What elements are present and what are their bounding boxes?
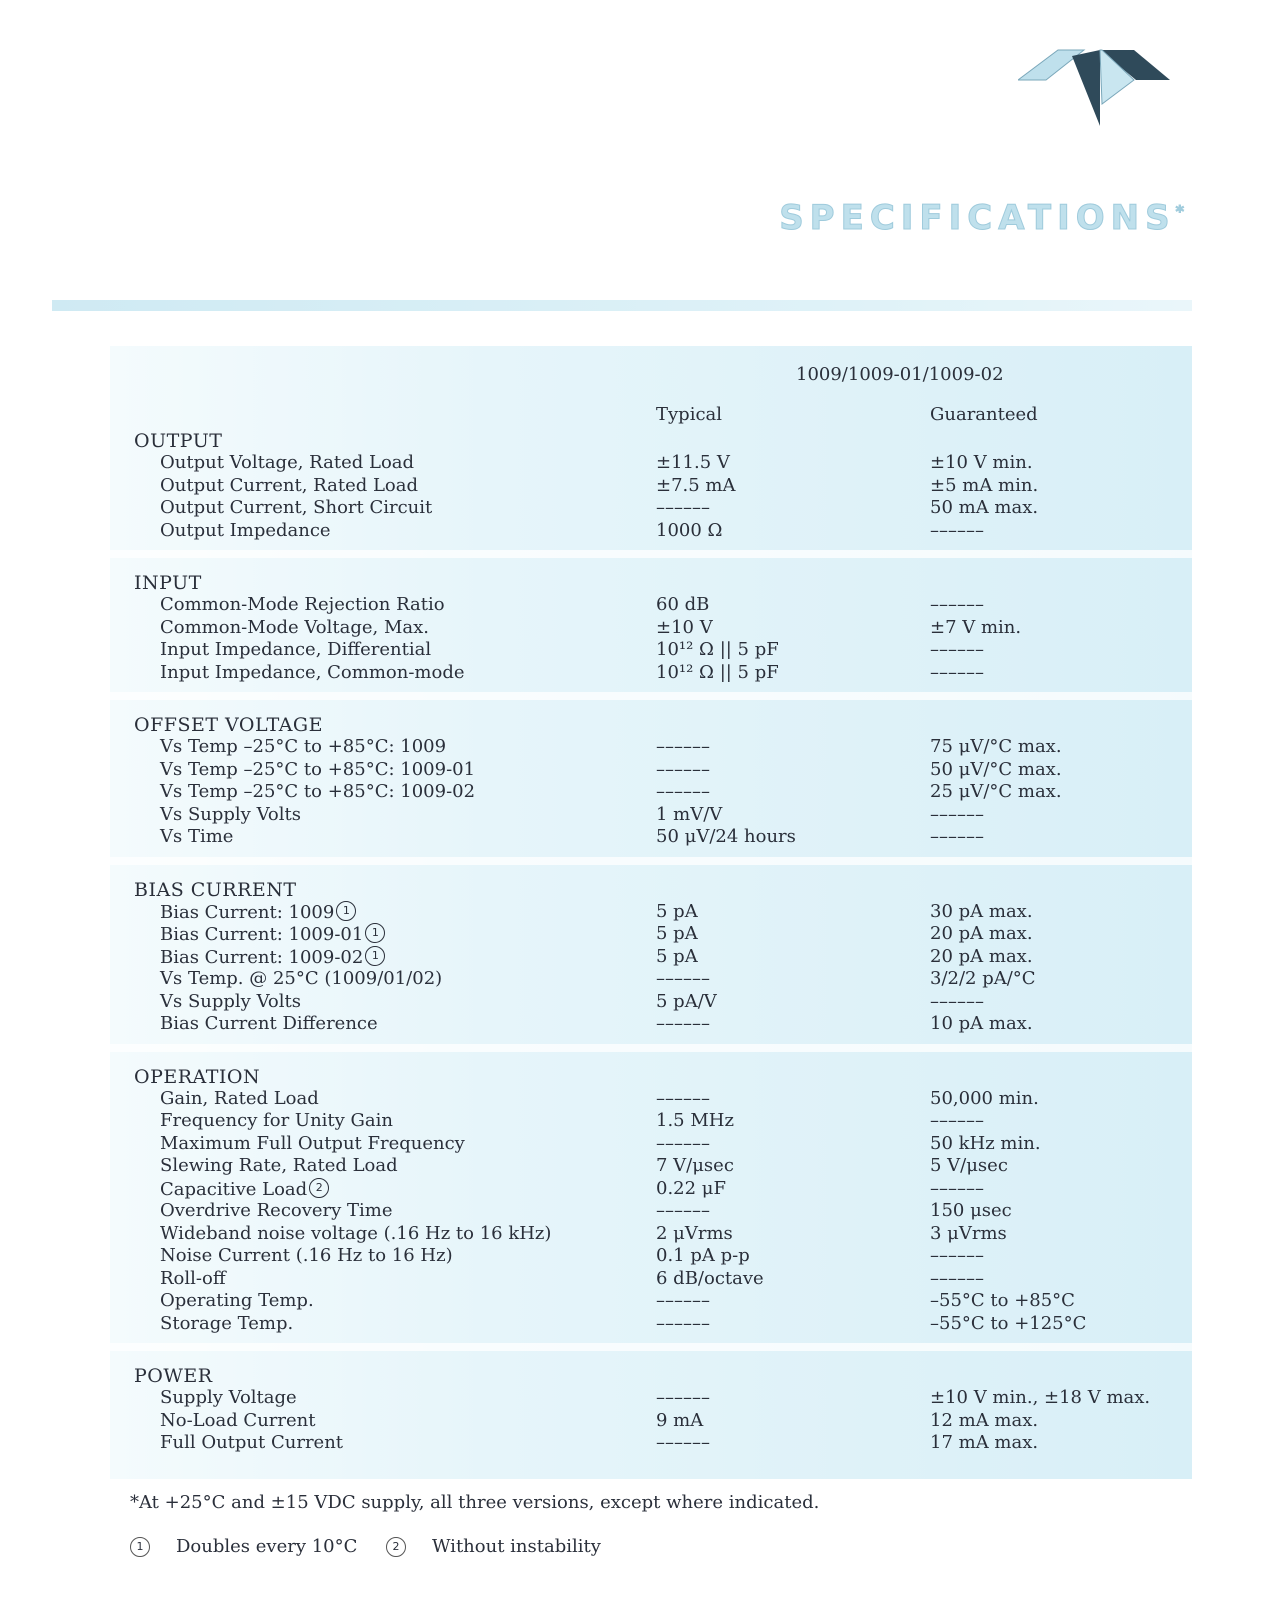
param-label: Vs Temp –25°C to +85°C: 1009-01: [160, 758, 476, 780]
param-cell: [160, 1133, 465, 1154]
param-label: Output Impedance: [160, 519, 331, 541]
param-label: Vs Supply Volts: [160, 990, 301, 1012]
param-label: Output Voltage, Rated Load: [160, 452, 415, 473]
param-cell: [160, 520, 331, 541]
guaranteed-cell: –55°C to +125°C: [930, 1312, 1087, 1334]
table-row: [110, 1088, 1192, 1111]
param-cell: [160, 1410, 316, 1431]
table-row: [110, 617, 1192, 640]
guaranteed-cell: 17 mA max.: [930, 1432, 1039, 1453]
param-label: Gain, Rated Load: [160, 1087, 319, 1109]
table-row: [110, 1387, 1192, 1410]
typical-cell: 60 dB: [656, 594, 710, 615]
typical-cell: 6 dB/octave: [656, 1267, 764, 1289]
param-cell: [160, 1223, 551, 1244]
guaranteed-cell: ––––––: [930, 661, 984, 683]
table-row: [110, 1223, 1192, 1246]
guaranteed-cell: 25 μV/°C max.: [930, 781, 1062, 802]
param-label: Input Impedance, Common-mode: [160, 661, 465, 683]
param-label: Slewing Rate, Rated Load: [160, 1155, 398, 1176]
typical-cell: 1000 Ω: [656, 519, 723, 541]
note-number: 1: [130, 1537, 150, 1557]
guaranteed-cell: 50 kHz min.: [930, 1132, 1041, 1154]
param-label: Operating Temp.: [160, 1290, 314, 1311]
param-label: Bias Current Difference: [160, 1013, 378, 1034]
param-cell: [160, 662, 465, 683]
typical-cell: ––––––: [656, 1432, 710, 1453]
typical-cell: ––––––: [656, 1200, 710, 1221]
guaranteed-cell: ––––––: [930, 803, 984, 825]
table-row: [110, 1290, 1192, 1313]
param-label: Common-Mode Rejection Ratio: [160, 594, 445, 615]
typical-cell: 10¹² Ω || 5 pF: [656, 661, 779, 683]
param-cell: [160, 736, 446, 757]
section-divider: [110, 1343, 1192, 1351]
guaranteed-cell: 50 mA max.: [930, 497, 1039, 518]
param-cell: [160, 901, 356, 923]
param-cell: [160, 1013, 378, 1034]
guaranteed-cell: ––––––: [930, 1177, 984, 1199]
param-label: Bias Current: 1009-01: [160, 924, 364, 945]
section-divider: [110, 1044, 1192, 1052]
table-row: [110, 639, 1192, 662]
param-label: Maximum Full Output Frequency: [160, 1132, 465, 1154]
guaranteed-cell: 20 pA max.: [930, 923, 1033, 944]
guaranteed-cell: 10 pA max.: [930, 1013, 1033, 1034]
param-label: Storage Temp.: [160, 1312, 294, 1334]
typical-cell: ––––––: [656, 1290, 710, 1311]
model-header: 1009/1009-01/1009-02: [796, 364, 1004, 385]
param-label: Bias Current: 1009-02: [160, 946, 364, 968]
param-label: Noise Current (.16 Hz to 16 Hz): [160, 1245, 453, 1266]
guaranteed-cell: 12 mA max.: [930, 1409, 1039, 1431]
param-label: Wideband noise voltage (.16 Hz to 16 kHz): [160, 1222, 552, 1244]
param-cell: [160, 923, 385, 945]
guaranteed-cell: –55°C to +85°C: [930, 1290, 1075, 1311]
table-row: [110, 991, 1192, 1014]
param-label: Supply Voltage: [160, 1387, 297, 1408]
param-label: Input Impedance, Differential: [160, 639, 432, 660]
param-label: Frequency for Unity Gain: [160, 1110, 394, 1131]
guaranteed-cell: ––––––: [930, 1267, 984, 1289]
spec-table: [110, 346, 1192, 1479]
param-label: Capacitive Load: [160, 1178, 308, 1200]
param-cell: [160, 1268, 226, 1289]
table-row: [110, 520, 1192, 543]
param-label: Vs Temp –25°C to +85°C: 1009: [160, 736, 447, 757]
typical-cell: 0.22 μF: [656, 1177, 726, 1199]
param-label: Roll-off: [160, 1267, 226, 1289]
guaranteed-header: Guaranteed: [930, 404, 1038, 425]
param-cell: [160, 617, 429, 638]
section-divider: [110, 550, 1192, 558]
param-label: Output Current, Short Circuit: [160, 497, 433, 518]
table-row: [110, 736, 1192, 759]
note-number: 2: [386, 1537, 406, 1557]
typical-cell: 5 pA: [656, 945, 698, 967]
param-cell: [160, 1110, 393, 1131]
param-cell: [160, 1155, 398, 1176]
guaranteed-cell: ––––––: [930, 519, 984, 541]
typical-cell: ––––––: [656, 968, 710, 989]
param-cell: [160, 1290, 314, 1311]
table-row: [110, 1432, 1192, 1455]
table-row: [110, 1200, 1192, 1223]
table-row: [110, 497, 1192, 520]
param-cell: [160, 804, 301, 825]
param-cell: [160, 991, 301, 1012]
typical-cell: ––––––: [656, 736, 710, 757]
param-cell: [160, 1088, 319, 1109]
table-row: [110, 1313, 1192, 1336]
guaranteed-cell: ±10 V min.: [930, 452, 1033, 473]
section-title: POWER: [134, 1365, 213, 1387]
param-cell: [160, 497, 432, 518]
typical-cell: ––––––: [656, 781, 710, 802]
param-cell: [160, 968, 442, 989]
typical-cell: 50 μV/24 hours: [656, 826, 796, 847]
table-row: [110, 1178, 1192, 1201]
param-cell: [160, 1387, 297, 1408]
table-row: [110, 1110, 1192, 1133]
table-row: [110, 781, 1192, 804]
typical-cell: 5 pA: [656, 900, 698, 922]
section-title: OPERATION: [134, 1065, 261, 1088]
notes-legend: [130, 1536, 830, 1562]
typical-cell: 1 mV/V: [656, 803, 723, 825]
section-divider: [110, 857, 1192, 865]
title-asterisk: *: [1175, 201, 1184, 221]
typical-cell: 1.5 MHz: [656, 1110, 734, 1131]
note-text: Without instability: [432, 1536, 601, 1557]
table-row: [110, 804, 1192, 827]
param-cell: [160, 639, 431, 660]
guaranteed-cell: 75 μV/°C max.: [930, 736, 1062, 757]
section-title: BIAS CURRENT: [134, 878, 297, 901]
table-row: [110, 1410, 1192, 1433]
table-row: [110, 759, 1192, 782]
section-divider: [110, 692, 1192, 700]
param-label: Overdrive Recovery Time: [160, 1200, 393, 1221]
param-cell: [160, 1200, 393, 1221]
guaranteed-cell: 50 μV/°C max.: [930, 758, 1062, 780]
typical-cell: ––––––: [656, 1087, 710, 1109]
param-cell: [160, 1432, 343, 1453]
table-row: [110, 968, 1192, 991]
guaranteed-cell: 150 μsec: [930, 1200, 1012, 1221]
table-row: [110, 1268, 1192, 1291]
param-cell: [160, 1245, 453, 1266]
guaranteed-cell: 30 pA max.: [930, 900, 1033, 922]
param-cell: [160, 946, 385, 968]
section-title: OFFSET VOLTAGE: [134, 714, 323, 736]
table-row: [110, 475, 1192, 498]
table-row: [110, 1013, 1192, 1036]
section-title: OUTPUT: [134, 430, 223, 452]
guaranteed-cell: ––––––: [930, 990, 984, 1012]
typical-cell: ––––––: [656, 1312, 710, 1334]
typical-cell: ––––––: [656, 1132, 710, 1154]
param-label: Common-Mode Voltage, Max.: [160, 616, 429, 638]
param-cell: [160, 781, 475, 802]
guaranteed-cell: ±10 V min., ±18 V max.: [930, 1387, 1151, 1408]
table-row: [110, 946, 1192, 969]
header-rule: [52, 300, 1192, 311]
table-row: [110, 923, 1192, 946]
param-label: Vs Temp –25°C to +85°C: 1009-02: [160, 781, 476, 802]
table-row: [110, 1133, 1192, 1156]
table-row: [110, 452, 1192, 475]
note-item: [130, 1536, 357, 1557]
param-cell: [160, 826, 233, 847]
guaranteed-cell: ––––––: [930, 639, 984, 660]
typical-cell: ±7.5 mA: [656, 474, 736, 496]
note-text: Doubles every 10°C: [176, 1536, 358, 1557]
typical-cell: 0.1 pA p-p: [656, 1245, 750, 1266]
typical-header: Typical: [656, 404, 723, 425]
guaranteed-cell: ±5 mA min.: [930, 474, 1039, 496]
typical-cell: 5 pA/V: [656, 990, 717, 1012]
typical-cell: ±10 V: [656, 616, 713, 638]
table-row: [110, 662, 1192, 685]
typical-cell: ±11.5 V: [656, 452, 730, 473]
param-cell: [160, 1313, 293, 1334]
note-marker: 1: [365, 946, 385, 966]
param-label: Vs Temp. @ 25°C (1009/01/02): [160, 968, 443, 989]
typical-cell: ––––––: [656, 1013, 710, 1034]
table-row: [110, 901, 1192, 924]
note-marker: 1: [336, 901, 356, 921]
table-row: [110, 1155, 1192, 1178]
typical-cell: 2 μVrms: [656, 1222, 733, 1244]
guaranteed-cell: 3 μVrms: [930, 1222, 1007, 1244]
param-label: Full Output Current: [160, 1432, 344, 1453]
guaranteed-cell: ––––––: [930, 826, 984, 847]
typical-cell: 5 pA: [656, 923, 698, 944]
guaranteed-cell: 5 V/μsec: [930, 1155, 1008, 1176]
note-marker: 1: [365, 923, 385, 943]
param-cell: [160, 1178, 329, 1200]
typical-cell: 10¹² Ω || 5 pF: [656, 639, 779, 660]
param-label: Vs Time: [160, 826, 234, 847]
guaranteed-cell: ––––––: [930, 1110, 984, 1131]
param-cell: [160, 759, 475, 780]
typical-cell: ––––––: [656, 758, 710, 780]
param-label: Vs Supply Volts: [160, 803, 301, 825]
param-label: Bias Current: 1009: [160, 901, 335, 923]
table-row: [110, 594, 1192, 617]
teledyne-logo-icon: [1018, 48, 1188, 132]
footnote: *At +25°C and ±15 VDC supply, all three versions, except where indicated.: [130, 1492, 820, 1513]
guaranteed-cell: ±7 V min.: [930, 616, 1022, 638]
param-cell: [160, 475, 418, 496]
typical-cell: ––––––: [656, 1387, 710, 1408]
param-cell: [160, 452, 414, 473]
param-cell: [160, 594, 445, 615]
note-item: [386, 1536, 601, 1557]
table-row: [110, 1245, 1192, 1268]
table-row: [110, 826, 1192, 849]
typical-cell: 9 mA: [656, 1409, 704, 1431]
section-title: INPUT: [134, 572, 202, 594]
note-marker: 2: [309, 1178, 329, 1198]
param-label: No-Load Current: [160, 1409, 316, 1431]
typical-cell: ––––––: [656, 497, 710, 518]
guaranteed-cell: 3/2/2 pA/°C: [930, 968, 1036, 989]
typical-cell: 7 V/μsec: [656, 1155, 734, 1176]
guaranteed-cell: 50,000 min.: [930, 1087, 1039, 1109]
guaranteed-cell: ––––––: [930, 594, 984, 615]
param-label: Output Current, Rated Load: [160, 474, 419, 496]
page-title: SPECIFICATIONS*: [779, 198, 1184, 238]
guaranteed-cell: 20 pA max.: [930, 945, 1033, 967]
guaranteed-cell: ––––––: [930, 1245, 984, 1266]
